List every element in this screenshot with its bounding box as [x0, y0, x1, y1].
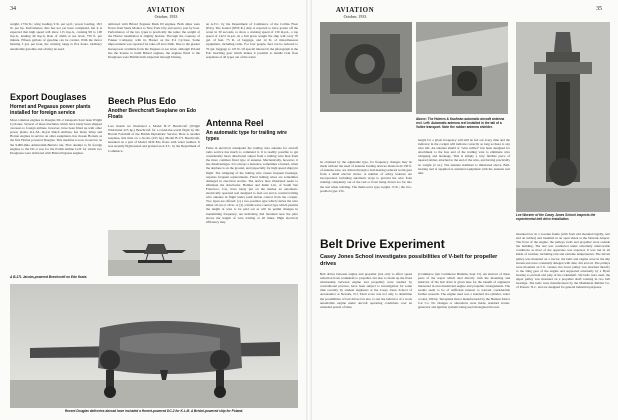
douglas-dc2-photo [10, 284, 298, 408]
right-page [312, 0, 618, 420]
antenna-reel-photo [320, 22, 412, 112]
left-header-title: AVIATION [146, 6, 186, 14]
antenna-reel-subtitle: An automatic type for trailing wire types [206, 130, 287, 142]
left-page [0, 0, 306, 420]
belt-drive-photo-caption: Lee Wurster of the Casey Jones School inspects the experimental belt drive installation. [516, 213, 596, 221]
left-page-number: 34 [10, 6, 16, 12]
left-col3-body: an A.T.C. by the Department of Commerce of the Collins Fleet (Edo). The loaded (3050 lb.) ship is reported to have gotten off the water in 30 seconds, to show a cruising speed of 130 m.p.h., a top speed of 142.5 m.p.h. At a full gross weight the ship will carry 70 gal. of fuel, 75 lb. of baggage, and 14 lb. of miscellaneous equipment, including radio. For four people, fuel can be reduced to 70 gal. baggage to 125 lb. Of special interest in the photograph is the Edo beaching gear which makes it possible to handle twin float seaplanes of all types out of the water. [206, 22, 298, 59]
belt-drive-photo [516, 22, 610, 212]
beech-edo-title: Beech Plus Edo [108, 96, 177, 106]
belt-drive-body-col3: mounted low in a wooden frame (with front end mounted rigidly, rear end on rubber) and installed in an open shack at the Newark Airport. The front of the engine, the pulleys, belts and propeller were outside the building. The test was conducted under extremely unfavorable conditions as most of the apparatus was exposed. It was run in all kinds of weather, including rain and extreme temperatures. The driven pulley was mounted on a tractor, the belts and engine were in the slip stream and were constantly deluged with dust, dirt and oil. The pulleys were mounted on 5 ft. centers, the lower pulley was attached directly to the sling gear of the engine and supported externally by a Hyatt bearing to prevent end play of the crankshaft. Six belts were used, the upper pulley was mounted on a propeller shaft rotating in two ball bearings. The belts were manufactured by the Manhattan Rubber Co. of Passaic, N.J., and are designed for general industrial purposes. [516, 232, 610, 290]
antenna-reel-title: Antenna Reel [206, 118, 264, 128]
right-header-date: October, 1933 [343, 14, 367, 19]
belt-drive-body-col2: (Commerce (Air Commerce Bulletin, Sept 15). An abstract of these parts of the report which deal directly with the mounting and behavior of the belt drive is given here for the benefit of engineers interested in unconventional engine and propeller arrangements. The results seem to be of sufficient interest to warrant considerable further research. The engine used was a standard six-cylinder, water cooled, 109 hp. Terraplane motor manufactured by the Hudson Motor Car Co. No changes or alterations were made, standard starter, generator and ignition systems being used throughout the test. [418, 272, 510, 309]
beech-edo-body: Last month we illustrated a Model B-17 Beechcraft (Wright Whirlwind 225 hp.) Beechcraft for a round-the-world flight by Mr. Harold Fairchild of the British Diplomatic Service. Here is another seaplane, this time on a Jacobs (225 hp.) Model B-17L Beechcraft, mounted on a pair of Model 3430 Edo floats with water rudders. It was recently flight-tested and granted an A.T.C. by the Department of Commerce. [108, 124, 200, 153]
right-page-number: 35 [596, 6, 602, 12]
tail-installation-photo [416, 22, 508, 114]
belt-drive-title: Belt Drive Experiment [320, 237, 445, 251]
export-douglases-subtitle: Hornet and Pegasus power plants installed for foreign service [10, 104, 91, 116]
beechcraft-seaplane-photo [108, 230, 200, 276]
right-col1-body: be obtained by the adjustable type, for frequency changes may be made without the need of antenna loading devices. Reels hold 150 ft. of antenna wire, are driven through a ball-bearing reduced worm gear from a small electric motor. A number of safety features are incorporated, including automatic stops to prevent the wire from running completely out of the reel or from being drawn too far into the reel when winding. The multi-wave type weighs 15 lb.; the two-position type, 9 lb. [320, 160, 412, 193]
beechcraft-photo-caption: A B-17L Jacobs-powered Beechcraft on Edo floats. [10, 275, 88, 279]
belt-drive-subtitle: Casey Jones School investigates possibilities of V-belt for propeller drives [320, 254, 498, 267]
beech-edo-subtitle: Another Beechcraft Seaplane on Edo Floats [108, 108, 197, 120]
export-douglases-body: Most common engines in Douglas DC-2 transports have been Wright Cyclones. Several of these machines which have lately been shipped overseas to foreign airlines, however, have been fitted up with other power plants. K.L.M., Royal Dutch Airlines, has many Wasp and Hornet engines in service on other equipment, has chosen Hornets as the first Hornet powered Douglas. This machine is now in service on the 9,000-mile Amsterdam-Batavia run. First attempt to fit foreign engines to the DC-2 was for the Polish Airline LOT for which two Douglases were delivered with Bristol Pegasus engines. [10, 118, 102, 155]
douglas-photo-caption: Recent Douglas deliveries abroad have included a Hornet-powered DC-2 for K.L.M. A Bristol-powered ship for Poland. [64, 409, 244, 413]
left-header-block [126, 6, 206, 20]
antenna-reel-body: Fame in electrical standpoint the trailing wire antenna for aircraft radio service has much to commend it. It is readily possible to get considerably more directional output from a trailing wire than from the more common fixed type of antenna. Mechanically, however, it has disadvantages. It is always a nuisance, sometimes a hazard, when the airplane is on the ground, and (especially for high speed ships) in flight. The whipping of the trailing wire causes frequent breakage, requires frequent replacements. Fixed trailing wires are sometimes damaged in electrical storms. The device here illustrated seeks to eliminate the drawbacks. Holmes and Kuhn Ltd., of South San Francisco, Cal., have lately put on the market an automatic, electrically operated reel designed to feed out and to rewind trailing wire antenna in flight under push button control from the cockpit. Two types are offered: (1) a two-position type which carries the wire either all out or all in, or (2) a multi-wave control type which permits the length of wire to be paid out as will be permit changes in transmitting frequency. An indicating dial mounted near the pilot shows the length of wire trailing at all times. High electrical efficiency may [206, 146, 298, 224]
antenna-reel-photo-caption: Above: The Holmes & Kaufman automatic aircraft antenna reel. Left: Automatic antenna reel installed in the tail of a Vultee transport. Note the rubber antenna shielder. [416, 117, 505, 129]
export-douglases-title: Export Douglases [10, 92, 87, 102]
right-header-title: AVIATION [335, 6, 375, 14]
belt-drive-body-col1: Belt drives between engine and propeller (not only to effect speed reduction from crankshaft to propeller, but also to break up the fixed relationship between engine and propeller) were studied by conventional practice, have been subject to investigation for some time recently by student engineers at the Casey Jones School of Aeronautics at Newark, N.J. Their score was not only to determine the possibilities of belt drives but also to test the behavior of a stock automobile engine under aircraft operating conditions over an extended period of time. [320, 272, 412, 309]
right-header-block [320, 6, 390, 20]
right-col2-body: length for a given frequency will still be fed out every time and the indicator in the cockpit will indicate correctly as long as there is any wire left. An antenna shield or "wire rubber" has been designed for attachment to the free end of the trailing wire to eliminate wire whipping and breakage. This is simply a very flexible piece of tapered rubber, attached to the end of the wire, and having practically no weight (2 oz.). The antenna stabilizer is illustrated above. Ball-bearing reel is supplied as standard equipment with the antenna reel unit. [418, 138, 510, 175]
left-header-date: October, 1933 [154, 14, 178, 19]
left-col1-intro: weight, 1734 lb.; wing loading, 9 lb. per sq.ft.; power loading, 18.5 lb. per hp. Performance data has not yet been completed, but it is expected that high speed will show 115 m.p.h., cruising 98 to 100 m.p.h., landing 40 m.p.h. Rate of climb at sea level, 750 ft. per minute. Fifteen gallons of gasoline can be carried. With the motor burning 3 gal. per hour, the cruising range is five hours. Ordinary automobile gasoline and oil may be used. [10, 22, 102, 51]
left-col2-body: delivered with Bristol Pegasus Mark III engines. Both ships were flown from Santa Monica to New York City and sent to port by boat. Performance of the two types is practically the same; the weight of the Hornet installation is slightly heavier. Through the courtesy of Fokker Company, with its Hornet on the P-2 Cyclone. Some improvement was reported for take-off and climb. Due to the greater horsepower available from the Pegasus at sea level, although Poland has the license to build Bristol engines, the engines fitted to the Douglases were British built, imported through Danzig. [108, 22, 200, 59]
